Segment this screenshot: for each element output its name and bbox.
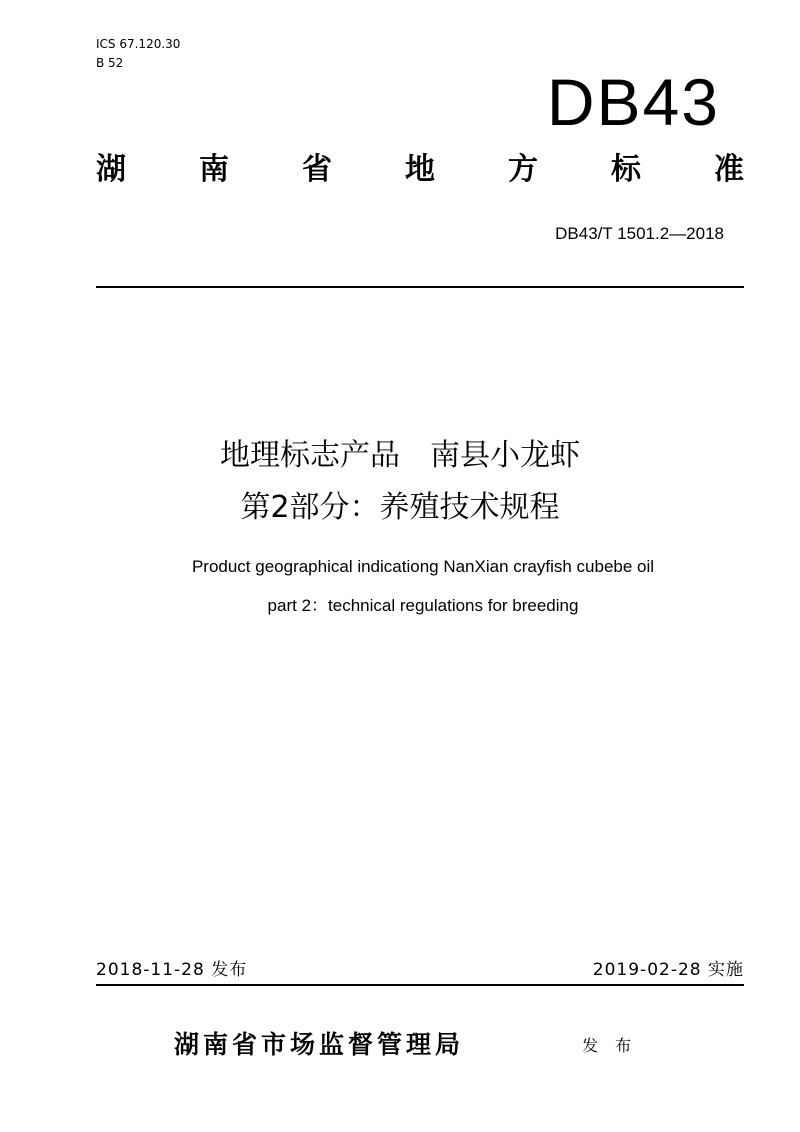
province-title-char: 省 xyxy=(302,152,332,187)
header-divider xyxy=(96,286,744,288)
province-standard-title xyxy=(96,150,744,190)
province-title-char: 准 xyxy=(714,152,744,187)
footer-divider xyxy=(96,984,744,986)
ics-code: ICS 67.120.30 xyxy=(96,37,181,51)
province-title-char: 地 xyxy=(405,152,435,187)
province-title-char: 方 xyxy=(508,152,538,187)
province-title-char: 南 xyxy=(199,152,229,187)
province-title-char: 标 xyxy=(611,152,641,187)
implement-date: 2019-02-28 实施 xyxy=(592,960,744,980)
issuer-action: 发 布 xyxy=(582,1036,638,1055)
province-title-char: 湖 xyxy=(96,152,126,187)
issue-date: 2018-11-28 发布 xyxy=(96,960,248,980)
title-cn-line-2: 第2部分：养殖技术规程 xyxy=(240,490,560,525)
title-en-line-1: Product geographical indicationg NanXian crayfish cubebe oil xyxy=(191,557,655,576)
standard-number: DB43/T 1501.2—2018 xyxy=(555,224,724,243)
issuer-name: 湖南省市场监督管理局 xyxy=(174,1030,465,1059)
title-en-line-2: part 2：technical regulations for breeding xyxy=(267,596,579,615)
db-code: DB43 xyxy=(546,65,720,139)
title-cn-line-1: 地理标志产品 南县小龙虾 xyxy=(220,438,580,473)
ccs-code: B 52 xyxy=(96,56,124,70)
